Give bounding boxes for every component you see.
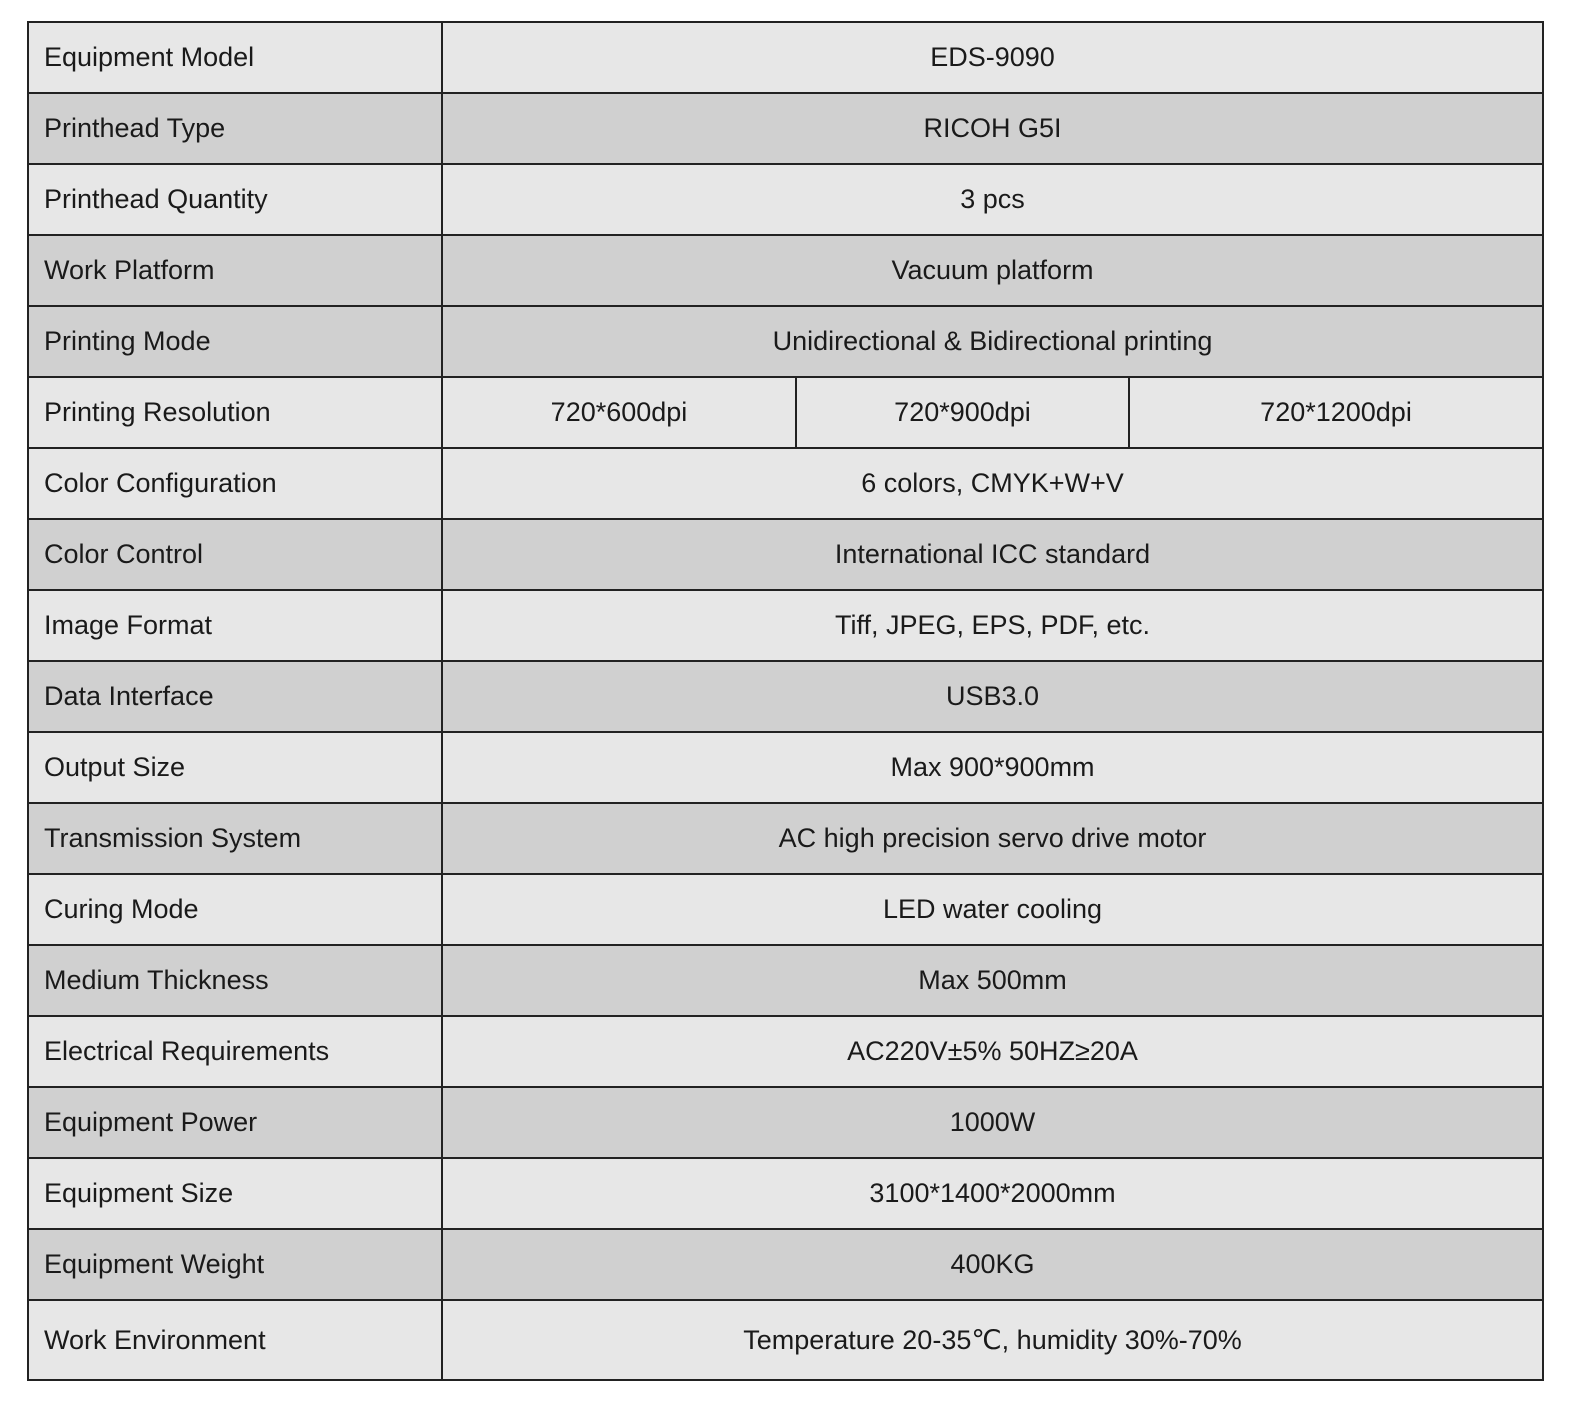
spec-row-image-format xyxy=(28,590,1543,661)
spec-value: Temperature 20-35℃, humidity 30%-70% xyxy=(442,1300,1543,1380)
spec-value-resolution-1: 720*600dpi xyxy=(442,377,796,448)
spec-row-electrical-requirements xyxy=(28,1016,1543,1087)
spec-row-color-configuration xyxy=(28,448,1543,519)
spec-row-output-size xyxy=(28,732,1543,803)
spec-value: 6 colors, CMYK+W+V xyxy=(442,448,1543,519)
spec-value-resolution-2: 720*900dpi xyxy=(796,377,1129,448)
spec-value: Max 500mm xyxy=(442,945,1543,1016)
spec-value: Vacuum platform xyxy=(442,235,1543,306)
spec-table xyxy=(27,21,1544,1381)
spec-label: Printing Mode xyxy=(28,306,442,377)
spec-value: AC high precision servo drive motor xyxy=(442,803,1543,874)
spec-row-printing-resolution xyxy=(28,377,1543,448)
spec-label: Transmission System xyxy=(28,803,442,874)
spec-label: Work Environment xyxy=(28,1300,442,1380)
spec-row-work-platform xyxy=(28,235,1543,306)
spec-label: Color Control xyxy=(28,519,442,590)
spec-value: AC220V±5% 50HZ≥20A xyxy=(442,1016,1543,1087)
spec-value: Unidirectional & Bidirectional printing xyxy=(442,306,1543,377)
spec-row-medium-thickness xyxy=(28,945,1543,1016)
spec-row-transmission-system xyxy=(28,803,1543,874)
spec-label: Printing Resolution xyxy=(28,377,442,448)
spec-label: Equipment Power xyxy=(28,1087,442,1158)
spec-label: Printhead Type xyxy=(28,93,442,164)
spec-value: EDS-9090 xyxy=(442,22,1543,93)
spec-row-color-control xyxy=(28,519,1543,590)
spec-label: Printhead Quantity xyxy=(28,164,442,235)
spec-row-equipment-weight xyxy=(28,1229,1543,1300)
spec-value: 3100*1400*2000mm xyxy=(442,1158,1543,1229)
spec-value: 1000W xyxy=(442,1087,1543,1158)
spec-row-printhead-type xyxy=(28,93,1543,164)
spec-row-equipment-size xyxy=(28,1158,1543,1229)
spec-value: Tiff, JPEG, EPS, PDF, etc. xyxy=(442,590,1543,661)
spec-value: USB3.0 xyxy=(442,661,1543,732)
spec-row-printhead-quantity xyxy=(28,164,1543,235)
spec-label: Electrical Requirements xyxy=(28,1016,442,1087)
spec-value-resolution-3: 720*1200dpi xyxy=(1129,377,1543,448)
spec-label: Color Configuration xyxy=(28,448,442,519)
spec-row-curing-mode xyxy=(28,874,1543,945)
spec-label: Work Platform xyxy=(28,235,442,306)
spec-label: Image Format xyxy=(28,590,442,661)
spec-label: Equipment Size xyxy=(28,1158,442,1229)
spec-row-printing-mode xyxy=(28,306,1543,377)
spec-row-work-environment xyxy=(28,1300,1543,1380)
spec-value: International ICC standard xyxy=(442,519,1543,590)
spec-value: RICOH G5I xyxy=(442,93,1543,164)
spec-row-data-interface xyxy=(28,661,1543,732)
spec-label: Output Size xyxy=(28,732,442,803)
spec-value: LED water cooling xyxy=(442,874,1543,945)
spec-row-equipment-model xyxy=(28,22,1543,93)
spec-value: 3 pcs xyxy=(442,164,1543,235)
spec-label: Medium Thickness xyxy=(28,945,442,1016)
spec-value: Max 900*900mm xyxy=(442,732,1543,803)
spec-label: Data Interface xyxy=(28,661,442,732)
spec-label: Curing Mode xyxy=(28,874,442,945)
spec-row-equipment-power xyxy=(28,1087,1543,1158)
spec-value: 400KG xyxy=(442,1229,1543,1300)
spec-label: Equipment Weight xyxy=(28,1229,442,1300)
spec-label: Equipment Model xyxy=(28,22,442,93)
